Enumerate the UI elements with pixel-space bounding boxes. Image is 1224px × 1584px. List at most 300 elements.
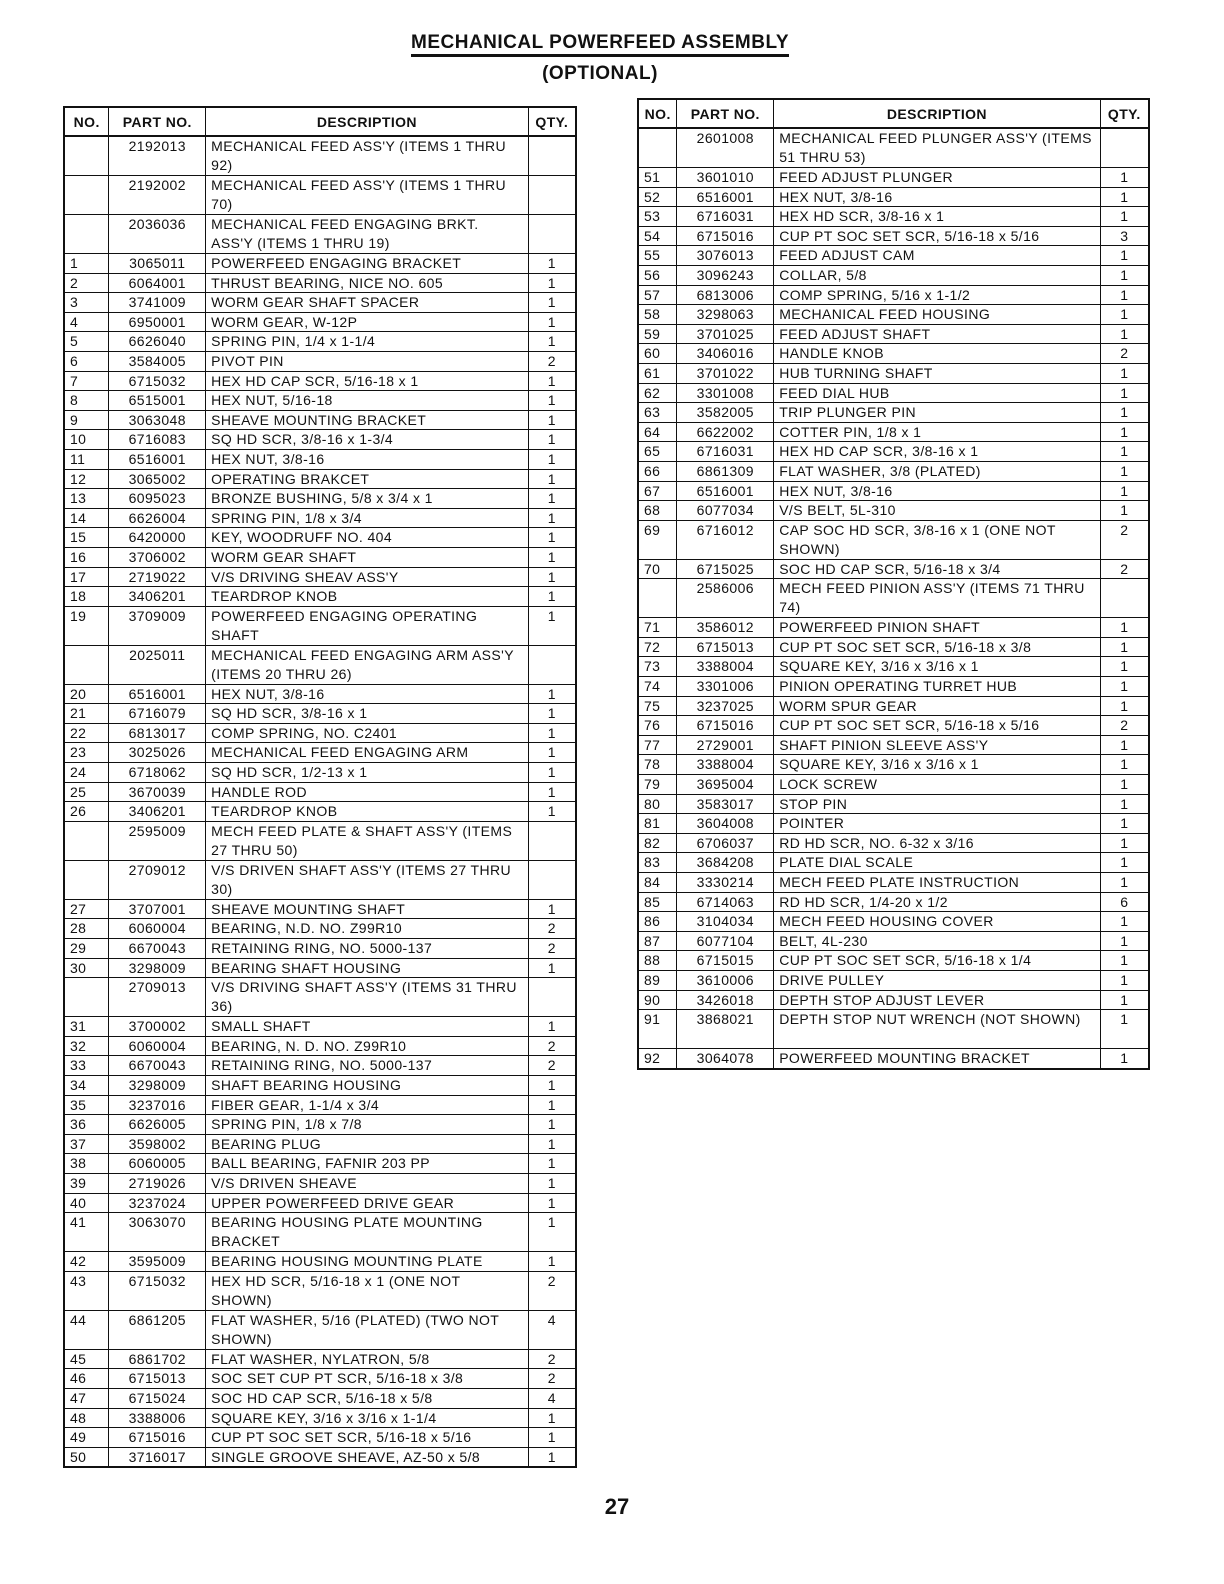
item-number: 73: [638, 657, 677, 677]
quantity: 1: [528, 958, 576, 978]
table-row: [638, 559, 1149, 579]
part-description: MECHANICAL FEED ASS'Y (ITEMS 1 THRU 70): [206, 176, 528, 215]
item-number: 3: [64, 293, 109, 313]
part-description: FEED ADJUST CAM: [774, 246, 1100, 266]
part-description: BEARING PLUG: [206, 1134, 528, 1154]
header-qty: QTY.: [1100, 99, 1149, 128]
item-number: 87: [638, 931, 677, 951]
table-row: [64, 1428, 576, 1448]
item-number: 49: [64, 1428, 109, 1448]
part-description: SHAFT PINION SLEEVE ASS'Y: [774, 735, 1100, 755]
item-number: 76: [638, 716, 677, 736]
table-row: [64, 704, 576, 724]
part-number: 3301006: [677, 677, 774, 697]
part-number: 3604008: [677, 814, 774, 834]
table-row: [64, 547, 576, 567]
item-number: 61: [638, 363, 677, 383]
quantity: 1: [528, 763, 576, 783]
quantity: 1: [1100, 990, 1149, 1010]
table-row: [64, 391, 576, 411]
table-row: [64, 723, 576, 743]
table-row: [638, 265, 1149, 285]
part-description: SQ HD SCR, 3/8-16 x 1-3/4: [206, 430, 528, 450]
item-number: 8: [64, 391, 109, 411]
table-row: [64, 1076, 576, 1096]
table-row: [638, 794, 1149, 814]
table-row: [638, 618, 1149, 638]
part-description: MECH FEED PLATE INSTRUCTION: [774, 873, 1100, 893]
item-number: 48: [64, 1408, 109, 1428]
item-number: [64, 176, 109, 215]
part-description: CUP PT SOC SET SCR, 5/16-18 x 1/4: [774, 951, 1100, 971]
part-number: 6714063: [677, 892, 774, 912]
page-title: [0, 32, 1200, 54]
quantity: 1: [528, 1134, 576, 1154]
table-row: [64, 1310, 576, 1349]
part-description: COLLAR, 5/8: [774, 265, 1100, 285]
quantity: 1: [528, 743, 576, 763]
item-number: 22: [64, 723, 109, 743]
table-row: [64, 469, 576, 489]
table-row: [638, 853, 1149, 873]
item-number: 10: [64, 430, 109, 450]
header-qty: QTY.: [528, 107, 576, 136]
part-number: 6516001: [677, 481, 774, 501]
item-number: 85: [638, 892, 677, 912]
part-description: COMP SPRING, NO. C2401: [206, 723, 528, 743]
part-description: HEX NUT, 3/8-16: [206, 684, 528, 704]
part-description: COMP SPRING, 5/16 x 1-1/2: [774, 285, 1100, 305]
quantity: 1: [528, 1193, 576, 1213]
quantity: 1: [528, 782, 576, 802]
part-number: 3406201: [109, 587, 206, 607]
part-number: 3741009: [109, 293, 206, 313]
part-number: 6715032: [109, 371, 206, 391]
part-description: HANDLE ROD: [206, 782, 528, 802]
part-description: SQUARE KEY, 3/16 x 3/16 x 1: [774, 755, 1100, 775]
part-number: 3701022: [677, 363, 774, 383]
part-description: MECH FEED PLATE & SHAFT ASS'Y (ITEMS 27 THRU 50): [206, 821, 528, 860]
table-row: [64, 508, 576, 528]
quantity: 1: [528, 704, 576, 724]
table-row: [638, 128, 1149, 168]
quantity: 1: [528, 723, 576, 743]
part-description: BEARING, N. D. NO. Z99R10: [206, 1036, 528, 1056]
table-row: [638, 520, 1149, 559]
quantity: 1: [1100, 383, 1149, 403]
quantity: 2: [528, 939, 576, 959]
table-row: [638, 990, 1149, 1010]
table-row: [638, 324, 1149, 344]
item-number: 72: [638, 637, 677, 657]
part-number: 6715013: [109, 1369, 206, 1389]
part-description: HEX HD CAP SCR, 5/16-18 x 1: [206, 371, 528, 391]
quantity: 1: [1100, 168, 1149, 188]
part-description: MECHANICAL FEED ENGAGING BRKT. ASS'Y (ITEMS 1 THRU 19): [206, 215, 528, 254]
part-description: V/S DRIVEN SHAFT ASS'Y (ITEMS 27 THRU 30): [206, 860, 528, 899]
part-description: SINGLE GROOVE SHEAVE, AZ-50 x 5/8: [206, 1447, 528, 1467]
item-number: 30: [64, 958, 109, 978]
item-number: 74: [638, 677, 677, 697]
table-header: [64, 107, 576, 136]
quantity: 1: [1100, 324, 1149, 344]
part-number: 6716031: [677, 207, 774, 227]
part-description: BALL BEARING, FAFNIR 203 PP: [206, 1154, 528, 1174]
table-row: [64, 1369, 576, 1389]
item-number: 42: [64, 1252, 109, 1272]
part-description: POWERFEED ENGAGING OPERATING SHAFT: [206, 606, 528, 645]
part-description: FLAT WASHER, 3/8 (PLATED): [774, 461, 1100, 481]
table-row: [64, 449, 576, 469]
part-number: 3237025: [677, 696, 774, 716]
item-number: 6: [64, 351, 109, 371]
part-number: 6861702: [109, 1349, 206, 1369]
quantity: 2: [528, 1271, 576, 1310]
item-number: 31: [64, 1017, 109, 1037]
table-row: [64, 430, 576, 450]
item-number: 52: [638, 187, 677, 207]
part-description: KEY, WOODRUFF NO. 404: [206, 528, 528, 548]
table-row: [64, 645, 576, 684]
table-row: [638, 1049, 1149, 1069]
item-number: 92: [638, 1049, 677, 1069]
part-number: 2586006: [677, 579, 774, 618]
part-description: FLAT WASHER, 5/16 (PLATED) (TWO NOT SHOWN): [206, 1310, 528, 1349]
quantity: 2: [528, 1036, 576, 1056]
part-number: 3064078: [677, 1049, 774, 1069]
quantity: 1: [1100, 403, 1149, 423]
item-number: 25: [64, 782, 109, 802]
quantity: [528, 860, 576, 899]
quantity: [528, 978, 576, 1017]
part-number: 6715024: [109, 1388, 206, 1408]
quantity: [1100, 579, 1149, 618]
quantity: 1: [528, 528, 576, 548]
item-number: 2: [64, 273, 109, 293]
part-description: RETAINING RING, NO. 5000-137: [206, 1056, 528, 1076]
part-description: MECHANICAL FEED ASS'Y (ITEMS 1 THRU 92): [206, 136, 528, 176]
part-description: BEARING SHAFT HOUSING: [206, 958, 528, 978]
part-number: 6716083: [109, 430, 206, 450]
part-number: 3707001: [109, 899, 206, 919]
part-description: BEARING, N.D. NO. Z99R10: [206, 919, 528, 939]
item-number: 28: [64, 919, 109, 939]
item-number: 18: [64, 587, 109, 607]
part-description: HEX HD SCR, 5/16-18 x 1 (ONE NOT SHOWN): [206, 1271, 528, 1310]
table-row: [638, 912, 1149, 932]
table-row: [64, 273, 576, 293]
table-row: [638, 344, 1149, 364]
part-number: 3601010: [677, 168, 774, 188]
part-description: DEPTH STOP NUT WRENCH (NOT SHOWN): [774, 1010, 1100, 1049]
item-number: 50: [64, 1447, 109, 1467]
part-description: SHEAVE MOUNTING SHAFT: [206, 899, 528, 919]
part-description: SOC HD CAP SCR, 5/16-18 x 3/4: [774, 559, 1100, 579]
quantity: 1: [528, 684, 576, 704]
part-description: CUP PT SOC SET SCR, 5/16-18 x 5/16: [774, 716, 1100, 736]
item-number: 63: [638, 403, 677, 423]
item-number: 53: [638, 207, 677, 227]
part-description: SQ HD SCR, 3/8-16 x 1: [206, 704, 528, 724]
quantity: 1: [1100, 912, 1149, 932]
part-number: 3237016: [109, 1095, 206, 1115]
part-description: COTTER PIN, 1/8 x 1: [774, 422, 1100, 442]
item-number: 17: [64, 567, 109, 587]
quantity: 1: [528, 489, 576, 509]
part-number: 3695004: [677, 775, 774, 795]
item-number: 27: [64, 899, 109, 919]
table-row: [638, 579, 1149, 618]
table-row: [64, 528, 576, 548]
part-description: UPPER POWERFEED DRIVE GEAR: [206, 1193, 528, 1213]
item-number: [64, 215, 109, 254]
part-description: FIBER GEAR, 1-1/4 x 3/4: [206, 1095, 528, 1115]
item-number: 88: [638, 951, 677, 971]
part-number: 6516001: [109, 449, 206, 469]
item-number: 79: [638, 775, 677, 795]
table-row: [64, 1095, 576, 1115]
table-row: [64, 606, 576, 645]
part-number: 6715015: [677, 951, 774, 971]
parts-list-right: [638, 128, 1149, 1069]
part-number: 2729001: [677, 735, 774, 755]
part-description: HUB TURNING SHAFT: [774, 363, 1100, 383]
quantity: 1: [528, 508, 576, 528]
part-description: TRIP PLUNGER PIN: [774, 403, 1100, 423]
table-row: [64, 1193, 576, 1213]
quantity: 1: [1100, 970, 1149, 990]
item-number: 20: [64, 684, 109, 704]
item-number: 70: [638, 559, 677, 579]
item-number: 9: [64, 410, 109, 430]
item-number: 86: [638, 912, 677, 932]
part-number: 6715013: [677, 637, 774, 657]
quantity: 2: [1100, 716, 1149, 736]
part-number: 3298063: [677, 305, 774, 325]
part-description: SPRING PIN, 1/8 x 7/8: [206, 1115, 528, 1135]
part-number: 3706002: [109, 547, 206, 567]
part-number: 3684208: [677, 853, 774, 873]
part-description: BELT, 4L-230: [774, 931, 1100, 951]
header-no: NO.: [638, 99, 677, 128]
item-number: [64, 860, 109, 899]
part-number: 2719022: [109, 567, 206, 587]
part-description: MECH FEED PINION ASS'Y (ITEMS 71 THRU 74): [774, 579, 1100, 618]
quantity: 1: [528, 1115, 576, 1135]
item-number: 55: [638, 246, 677, 266]
item-number: 83: [638, 853, 677, 873]
item-number: 78: [638, 755, 677, 775]
table-row: [638, 1010, 1149, 1049]
part-number: 6077034: [677, 501, 774, 521]
item-number: 57: [638, 285, 677, 305]
table-row: [64, 1173, 576, 1193]
part-number: 6626004: [109, 508, 206, 528]
quantity: 1: [528, 469, 576, 489]
part-description: TEARDROP KNOB: [206, 802, 528, 822]
quantity: 1: [1100, 1049, 1149, 1069]
quantity: 1: [1100, 618, 1149, 638]
part-number: 3388004: [677, 755, 774, 775]
part-description: RD HD SCR, 1/4-20 x 1/2: [774, 892, 1100, 912]
quantity: 1: [528, 567, 576, 587]
part-number: 6813017: [109, 723, 206, 743]
item-number: 89: [638, 970, 677, 990]
part-number: 3700002: [109, 1017, 206, 1037]
part-number: 6516001: [677, 187, 774, 207]
table-row: [64, 371, 576, 391]
part-number: 6715016: [677, 716, 774, 736]
item-number: 54: [638, 226, 677, 246]
part-number: 6064001: [109, 273, 206, 293]
part-description: HEX NUT, 3/8-16: [774, 481, 1100, 501]
item-number: 84: [638, 873, 677, 893]
part-description: SQUARE KEY, 3/16 x 3/16 x 1: [774, 657, 1100, 677]
table-row: [64, 1447, 576, 1467]
parts-list-left: [64, 136, 576, 1467]
part-description: DEPTH STOP ADJUST LEVER: [774, 990, 1100, 1010]
table-row: [638, 383, 1149, 403]
item-number: 12: [64, 469, 109, 489]
part-number: 2025011: [109, 645, 206, 684]
quantity: 1: [528, 430, 576, 450]
part-number: 2192013: [109, 136, 206, 176]
part-description: LOCK SCREW: [774, 775, 1100, 795]
part-number: 3583017: [677, 794, 774, 814]
part-number: 3610006: [677, 970, 774, 990]
quantity: 2: [1100, 344, 1149, 364]
quantity: 1: [1100, 775, 1149, 795]
quantity: 6: [1100, 892, 1149, 912]
quantity: 1: [528, 1213, 576, 1252]
part-number: 6626040: [109, 332, 206, 352]
part-number: 6950001: [109, 312, 206, 332]
table-row: [64, 587, 576, 607]
table-row: [638, 775, 1149, 795]
table-row: [64, 1408, 576, 1428]
part-description: BRONZE BUSHING, 5/8 x 3/4 x 1: [206, 489, 528, 509]
table-row: [64, 176, 576, 215]
table-row: [64, 312, 576, 332]
item-number: 39: [64, 1173, 109, 1193]
item-number: 47: [64, 1388, 109, 1408]
item-number: 1: [64, 254, 109, 274]
table-row: [64, 1271, 576, 1310]
part-description: PIVOT PIN: [206, 351, 528, 371]
table-row: [64, 919, 576, 939]
table-row: [64, 489, 576, 509]
part-number: 3388004: [677, 657, 774, 677]
item-number: 24: [64, 763, 109, 783]
item-number: 15: [64, 528, 109, 548]
part-description: MECHANICAL FEED ENGAGING ARM ASS'Y (ITEMS 20 THRU 26): [206, 645, 528, 684]
table-row: [638, 931, 1149, 951]
quantity: 1: [1100, 814, 1149, 834]
item-number: 66: [638, 461, 677, 481]
part-number: 6670043: [109, 1056, 206, 1076]
part-number: 3237024: [109, 1193, 206, 1213]
part-description: POWERFEED PINION SHAFT: [774, 618, 1100, 638]
part-number: 3301008: [677, 383, 774, 403]
quantity: 1: [1100, 696, 1149, 716]
table-row: [64, 332, 576, 352]
quantity: 1: [528, 1076, 576, 1096]
quantity: 1: [528, 391, 576, 411]
quantity: 1: [1100, 637, 1149, 657]
quantity: 1: [528, 899, 576, 919]
table-row: [64, 782, 576, 802]
part-number: 3716017: [109, 1447, 206, 1467]
quantity: 1: [528, 449, 576, 469]
part-description: WORM GEAR SHAFT SPACER: [206, 293, 528, 313]
table-row: [638, 246, 1149, 266]
part-description: THRUST BEARING, NICE NO. 605: [206, 273, 528, 293]
item-number: [638, 128, 677, 168]
item-number: 90: [638, 990, 677, 1010]
part-number: 6060004: [109, 919, 206, 939]
table-row: [64, 1036, 576, 1056]
part-description: HEX HD CAP SCR, 3/8-16 x 1: [774, 442, 1100, 462]
part-description: HEX NUT, 3/8-16: [774, 187, 1100, 207]
part-number: 6715016: [677, 226, 774, 246]
quantity: 2: [528, 1369, 576, 1389]
part-number: 6861205: [109, 1310, 206, 1349]
part-description: MECHANICAL FEED ENGAGING ARM: [206, 743, 528, 763]
table-row: [64, 763, 576, 783]
table-row: [64, 899, 576, 919]
table-row: [638, 637, 1149, 657]
item-number: [64, 645, 109, 684]
quantity: 1: [528, 312, 576, 332]
part-description: FEED ADJUST SHAFT: [774, 324, 1100, 344]
quantity: 1: [1100, 246, 1149, 266]
part-number: 6861309: [677, 461, 774, 481]
item-number: 71: [638, 618, 677, 638]
part-number: 6670043: [109, 939, 206, 959]
table-row: [64, 254, 576, 274]
table-row: [638, 873, 1149, 893]
part-number: 6706037: [677, 833, 774, 853]
item-number: 80: [638, 794, 677, 814]
part-number: 6718062: [109, 763, 206, 783]
item-number: 11: [64, 449, 109, 469]
quantity: 1: [1100, 873, 1149, 893]
header-no: NO.: [64, 107, 109, 136]
part-description: CUP PT SOC SET SCR, 5/16-18 x 5/16: [206, 1428, 528, 1448]
item-number: 23: [64, 743, 109, 763]
part-number: 3406201: [109, 802, 206, 822]
part-description: SQ HD SCR, 1/2-13 x 1: [206, 763, 528, 783]
item-number: 45: [64, 1349, 109, 1369]
part-description: MECHANICAL FEED PLUNGER ASS'Y (ITEMS 51 THRU 53): [774, 128, 1100, 168]
part-number: 3709009: [109, 606, 206, 645]
table-row: [64, 1056, 576, 1076]
part-description: FEED ADJUST PLUNGER: [774, 168, 1100, 188]
quantity: 1: [528, 371, 576, 391]
table-row: [64, 351, 576, 371]
part-number: 3586012: [677, 618, 774, 638]
quantity: 1: [1100, 501, 1149, 521]
item-number: 67: [638, 481, 677, 501]
quantity: 2: [528, 1056, 576, 1076]
part-description: SHEAVE MOUNTING BRACKET: [206, 410, 528, 430]
quantity: [528, 821, 576, 860]
table-row: [638, 403, 1149, 423]
item-number: 60: [638, 344, 677, 364]
quantity: 1: [1100, 657, 1149, 677]
table-row: [64, 1134, 576, 1154]
page-subtitle: (OPTIONAL): [542, 63, 658, 84]
